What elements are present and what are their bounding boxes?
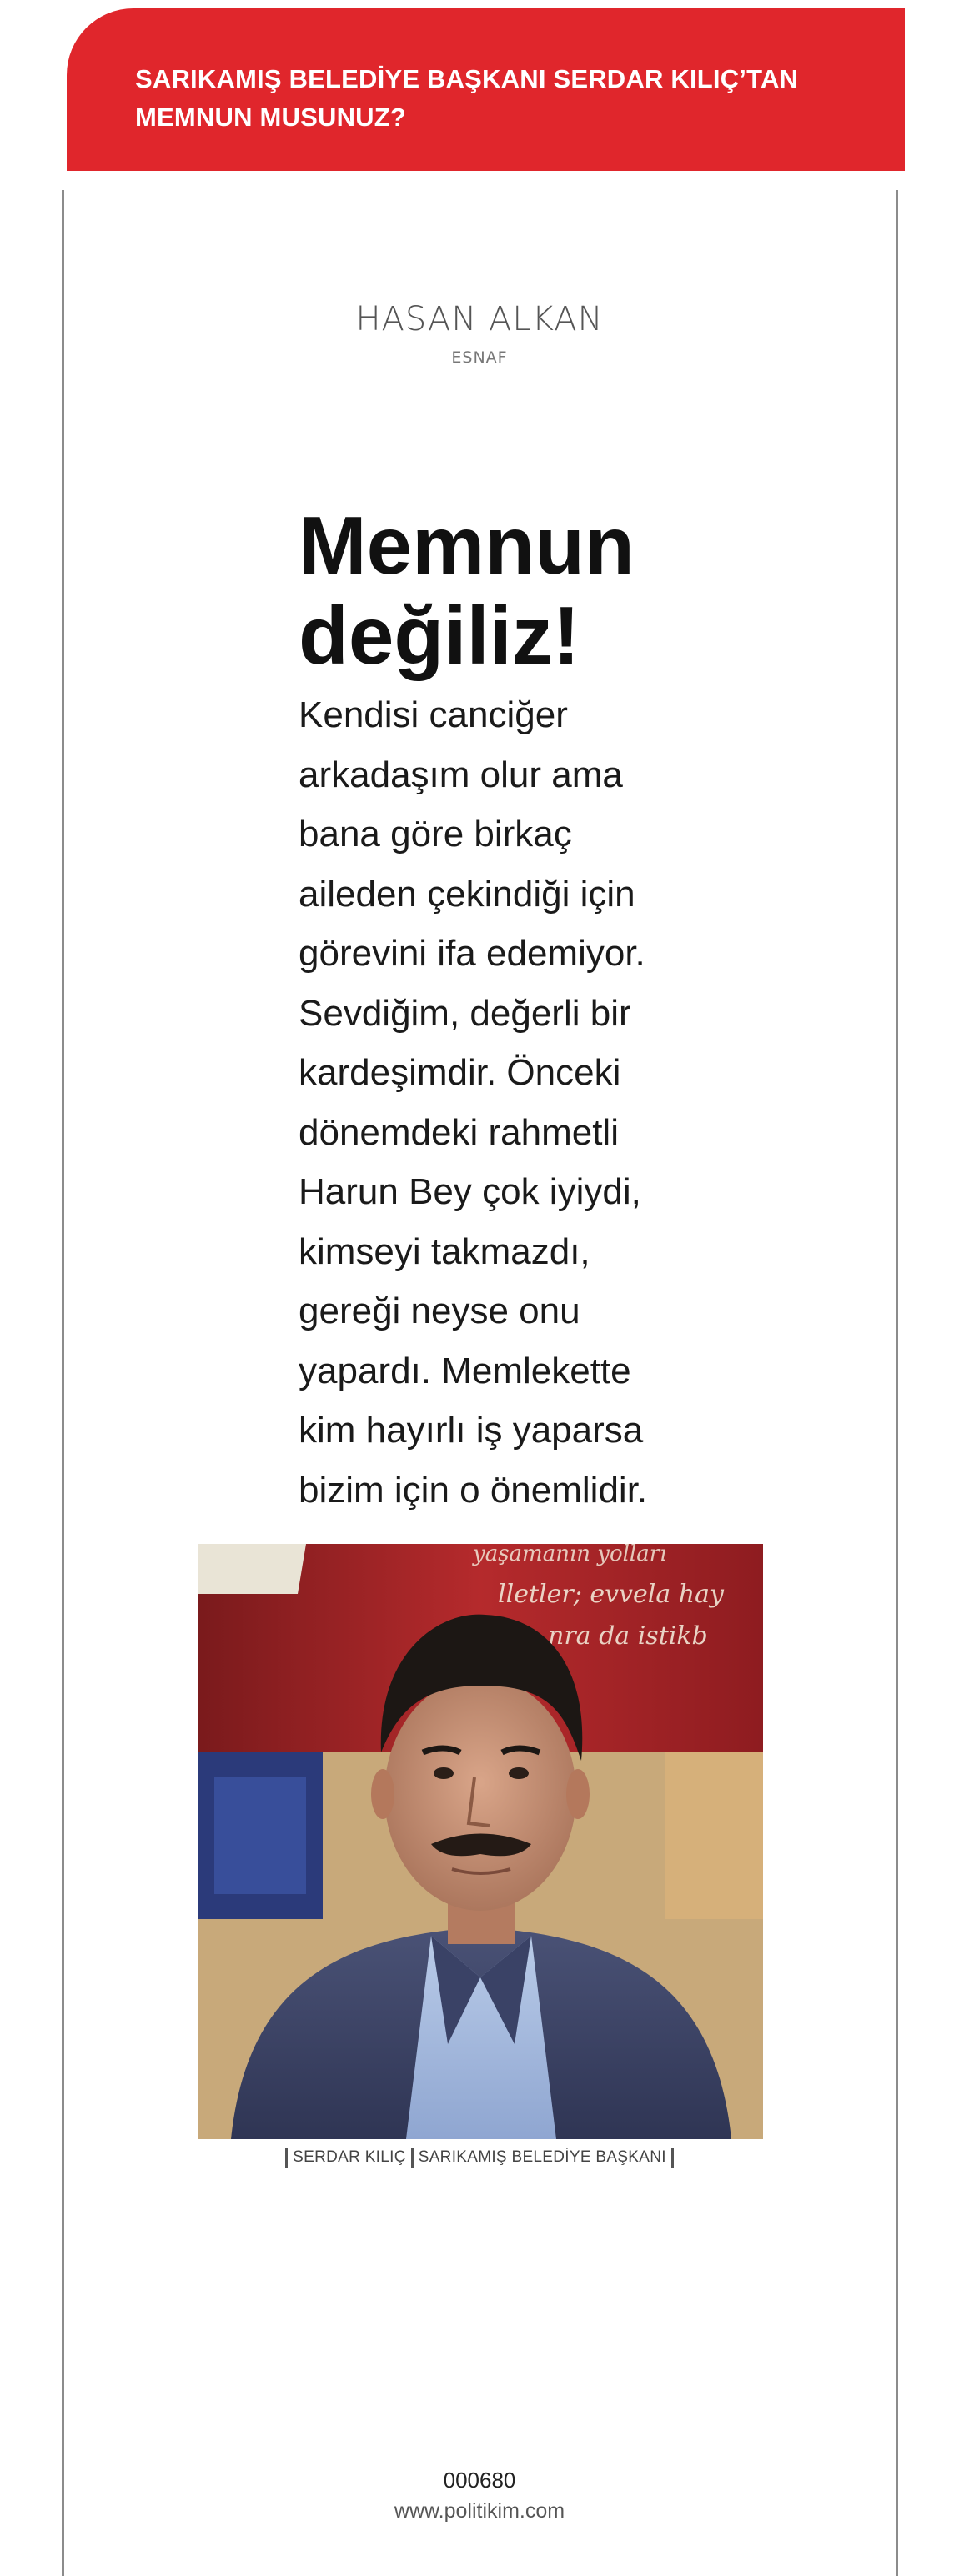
caption-divider — [285, 2148, 288, 2168]
caption-divider — [671, 2148, 674, 2168]
header-banner — [67, 8, 905, 171]
caption-name: SERDAR KILIÇ — [293, 2148, 406, 2167]
headline-line-2: MEMNUN MUSUNUZ? — [135, 103, 407, 132]
footer-url[interactable]: www.politikim.com — [394, 2499, 565, 2523]
byline-role: ESNAF — [451, 348, 508, 367]
byline-name: HASAN ALKAN — [355, 300, 604, 338]
svg-text:yaşamanın yolları: yaşamanın yolları — [473, 1544, 667, 1566]
footer-code: 000680 — [443, 2468, 516, 2493]
headline — [135, 60, 902, 137]
photo-caption — [0, 2148, 959, 2168]
caption-title: SARIKAMIŞ BELEDİYE BAŞKANI — [418, 2148, 666, 2167]
quote-heading-line-1: Memnun — [299, 499, 635, 591]
svg-text:lletler; evvela hay: lletler; evvela hay — [498, 1580, 724, 1609]
portrait-photo — [198, 1544, 763, 2139]
quote-heading-line-2: değiliz! — [299, 589, 580, 681]
portrait-illustration — [198, 1544, 763, 2139]
quote-heading — [299, 500, 715, 680]
caption-divider — [411, 2148, 414, 2168]
quote-body: Kendisi canciğer arkadaşım olur ama bana göre birkaç aileden çekindiği için görevini ifa edemiyor. Sevdiğim, değerli bir kardeşimdir. Önceki dönemdeki rahmetli Harun Bey çok iyiydi, kimseyi takmazdı, gereği neyse onu yapardı. Memlekette kim hayırlı iş yaparsa bizim için o önemlidir. — [299, 694, 648, 1511]
headline-line-1: SARIKAMIŞ BELEDİYE BAŞKANI SERDAR KILIÇ’TAN — [135, 64, 799, 93]
svg-text:nra da istikb: nra da istikb — [548, 1621, 708, 1651]
